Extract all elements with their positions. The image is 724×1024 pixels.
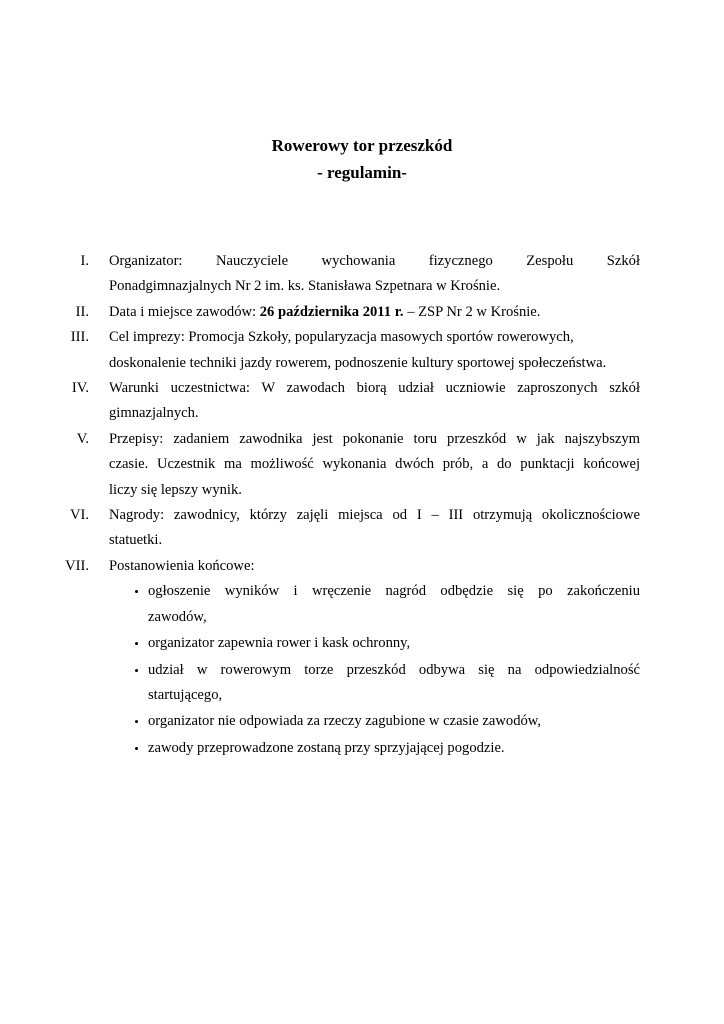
document-title: Rowerowy tor przeszkód	[271, 136, 453, 155]
section-text-line: Warunki uczestnictwa: W zawodach biorą udział uczniowie zaproszonych szkół	[109, 380, 640, 397]
bullet-icon: •	[134, 662, 139, 678]
section-text-line: Przepisy: zadaniem zawodnika jest pokonanie toru przeszkód w jak najszybszym	[109, 430, 640, 447]
event-date: 26 października 2011 r.	[259, 303, 404, 320]
bullet-text-line: organizator zapewnia rower i kask ochronny,	[148, 635, 411, 652]
bullet-text-line: ogłoszenie wyników i wręczenie nagród odbędzie się po zakończeniu	[148, 583, 640, 600]
list-item	[109, 736, 640, 761]
section-participation	[60, 376, 640, 427]
list-item	[109, 658, 640, 709]
section-organizer	[60, 249, 640, 300]
bullet-icon: •	[134, 714, 139, 730]
section-text-line: Organizator: Nauczyciele wychowania fizycznego Zespołu Szkół	[109, 253, 640, 269]
section-text-line: Ponadgimnazjalnych Nr 2 im. ks. Stanisława Szpetnara w Krośnie.	[109, 278, 501, 295]
event-place: – ZSP Nr 2 w Krośnie.	[403, 303, 541, 320]
document-subtitle: - regulamin-	[317, 163, 407, 182]
section-final-provisions	[60, 554, 640, 761]
bullet-text-line: zawody przeprowadzone zostaną przy sprzyjającej pogodzie.	[148, 739, 505, 756]
list-item	[109, 579, 640, 630]
date-label: Data i miejsce zawodów:	[109, 303, 260, 320]
section-date-place	[60, 300, 640, 325]
bullet-text-line: startującego,	[148, 686, 223, 703]
section-text-line: gimnazjalnych.	[109, 405, 199, 422]
section-text-line: czasie. Uczestnik ma możliwość wykonania dwóch prób, a do punktacji końcowej	[109, 456, 640, 473]
regulations-list	[60, 249, 640, 761]
section-prizes	[60, 503, 640, 554]
section-number: V.	[76, 430, 89, 447]
final-provisions-list	[109, 579, 640, 761]
section-text-line: Postanowienia końcowe:	[109, 557, 255, 574]
section-rules	[60, 427, 640, 503]
section-text-line: Cel imprezy: Promocja Szkoły, popularyzacja masowych sportów rowerowych,	[109, 329, 574, 346]
section-number: VII.	[65, 557, 89, 574]
section-number: II.	[75, 303, 89, 320]
bullet-text-line: organizator nie odpowiada za rzeczy zagubione w czasie zawodów,	[148, 713, 542, 730]
list-item	[109, 631, 640, 656]
section-goal	[60, 325, 640, 376]
list-item	[109, 709, 640, 734]
section-number: I.	[80, 253, 89, 269]
section-text-line: liczy się lepszy wynik.	[109, 481, 242, 498]
section-number: VI.	[69, 507, 89, 524]
section-number: IV.	[71, 380, 89, 397]
bullet-icon: •	[134, 740, 139, 756]
section-number: III.	[70, 329, 89, 346]
section-text-line: doskonalenie techniki jazdy rowerem, podnoszenie kultury sportowej społeczeństwa.	[109, 354, 607, 371]
section-text-line: statuetki.	[109, 532, 163, 549]
bullet-icon: •	[134, 584, 139, 600]
bullet-text-line: zawodów,	[148, 608, 207, 625]
bullet-icon: •	[134, 636, 139, 652]
section-text-line: Nagrody: zawodnicy, którzy zajęli miejsca od I – III otrzymują okolicznościowe	[109, 507, 640, 524]
bullet-text-line: udział w rowerowym torze przeszkód odbywa się na odpowiedzialność	[148, 661, 640, 678]
